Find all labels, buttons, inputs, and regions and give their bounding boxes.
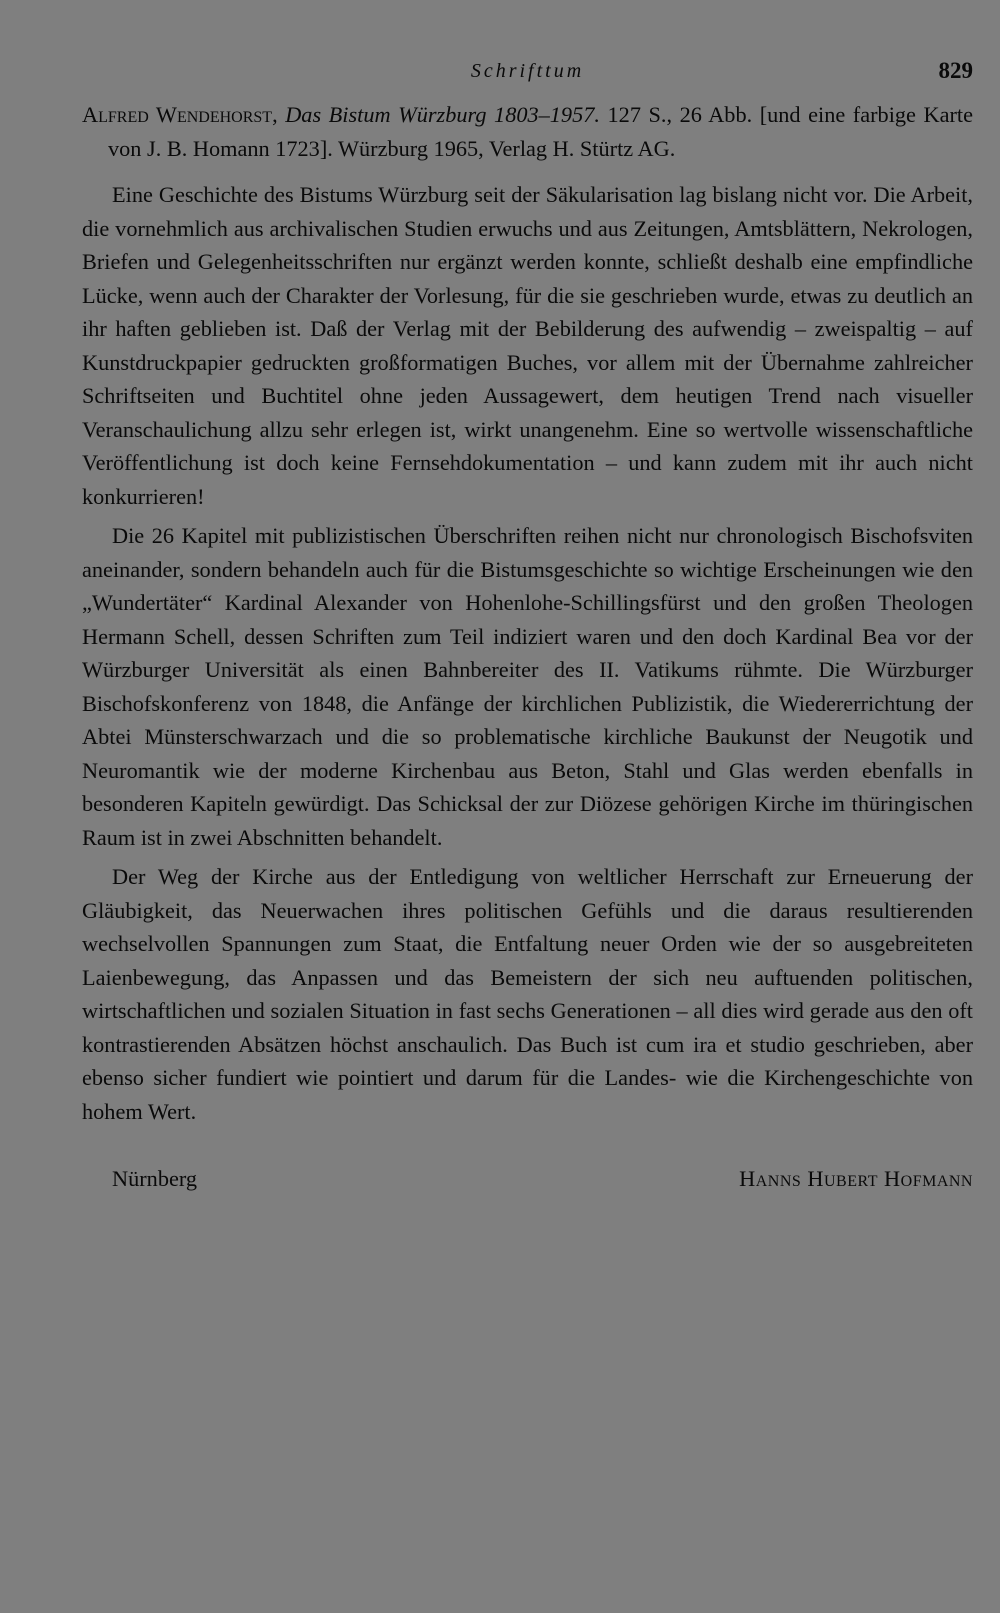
document-page: [82, 52, 973, 1206]
citation-title: Das Bistum Würzburg 1803–1957.: [285, 102, 600, 127]
spacer: [82, 165, 973, 178]
signature-place: Nürnberg: [112, 1166, 198, 1191]
citation-details: 127 S., 26 Abb. [und eine farbige Karte von J. B. Homann 1723]. Würzburg 1965, Verlag H. Stürtz AG.: [108, 102, 973, 161]
review-paragraph-1: Eine Geschichte des Bistums Würzburg seit der Säkularisation lag bislang nicht vor. Die Arbeit, die vornehmlich aus archivalischen Studien erwuchs und aus Zeitungen, Amtsblättern, Nekrologen, Briefen und Gelegenheitsschriften nur ergänzt werden konnte, schließt deshalb eine empfindliche Lücke, wenn auch der Charakter der Vorlesung, für die sie geschrieben wurde, etwas zu deutlich an ihr haften geblieben ist. Daß der Verlag mit der Bebilderung des aufwendig – zweispaltig – auf Kunstdruckpapier gedruckten großformatigen Buches, vor allem mit der Übernahme zahlreicher Schriftseiten und Buchtitel ohne jeden Aussagewert, dem heutigen Trend nach visueller Veranschaulichung allzu sehr erlegen ist, wirkt unangenehm. Eine so wertvolle wissenschaftliche Veröffentlichung ist doch keine Fernsehdokumentation – und kann zudem mit ihr auch nicht konkurrieren!: [82, 182, 973, 509]
running-title: Schrifttum: [470, 60, 585, 82]
review-paragraph-3: Der Weg der Kirche aus der Entledigung von weltlicher Herrschaft zur Erneuerung der Gläubigkeit, das Neuerwachen ihres politischen Gefühls und die daraus resultierenden wechselvollen Spannungen zum Staat, die Entfaltung neuer Orden wie der so ausgebreiteten Laienbewegung, das Anpassen und das Bemeistern der sich neu auftuenden politischen, wirtschaftlichen und sozialen Situation in fast sechs Generationen – all dies wird gerade aus den oft kontrastierenden Absätzen höchst anschaulich. Das Buch ist cum ira et studio geschrieben, aber ebenso sicher fundiert wie pointiert und darum für die Landes- wie die Kirchengeschichte von hohem Wert.: [82, 864, 973, 1124]
review-paragraph-2: Die 26 Kapitel mit publizistischen Überschriften reihen nicht nur chronologisch Bischofsviten aneinander, sondern behandeln auch für die Bistumsgeschichte so wichtige Erscheinungen wie den „Wundertäter“ Kardinal Alexander von Hohenlohe-Schillingsfürst und den großen Theologen Hermann Schell, dessen Schriften zum Teil indiziert waren und den doch Kardinal Bea vor der Würzburger Universität als einen Bahnbereiter des II. Vatikums rühmte. Die Würzburger Bischofskonferenz von 1848, die Anfänge der kirchlichen Publizistik, die Wiedererrichtung der Abtei Münsterschwarzach und die so problematische kirchliche Baukunst der Neugotik und Neuromantik wie der moderne Kirchenbau aus Beton, Stahl und Glas werden ebenfalls in besonderen Kapiteln gewürdigt. Das Schicksal der zur Diözese gehörigen Kirche im thüringischen Raum ist in zwei Abschnitten behandelt.: [82, 523, 973, 850]
citation-author: Alfred Wendehorst,: [82, 102, 278, 127]
page-number: 829: [938, 58, 973, 83]
page-header: [82, 52, 973, 90]
review-signature: [82, 1166, 973, 1206]
book-citation: [82, 98, 973, 165]
signature-reviewer: Hanns Hubert Hofmann: [739, 1166, 973, 1191]
